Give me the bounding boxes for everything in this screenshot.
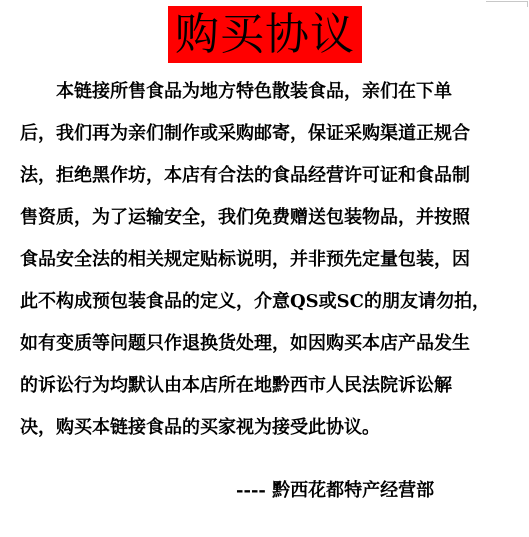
body-line: 的诉讼行为均默认由本店所在地黔西市人民法院诉讼解 xyxy=(20,375,452,396)
page-edge-line xyxy=(486,1,528,2)
document-title: 购买协议 xyxy=(175,8,355,60)
page-edge-line xyxy=(527,1,528,7)
body-line: 后，我们再为亲们制作或采购邮寄，保证采购渠道正规合 xyxy=(20,123,470,144)
body-line: 本链接所售食品为地方特色散装食品，亲们在下单 xyxy=(56,81,452,102)
agreement-body xyxy=(20,71,490,449)
body-line: 售资质，为了运输安全，我们免费赠送包装物品，并按照 xyxy=(20,207,470,228)
body-line: 食品安全法的相关规定贴标说明，并非预先定量包装，因 xyxy=(20,249,470,270)
title-highlight xyxy=(168,6,362,63)
body-line: 如有变质等问题只作退换货处理，如因购买本店产品发生 xyxy=(20,333,470,354)
body-line: 法，拒绝黑作坊，本店有合法的食品经营许可证和食品制 xyxy=(20,165,470,186)
signature-line: ---- 黔西花都特产经营部 xyxy=(236,480,435,501)
body-line: 决，购买本链接食品的买家视为接受此协议。 xyxy=(20,417,380,438)
body-line: 此不构成预包装食品的定义，介意QS或SC的朋友请勿拍， xyxy=(20,291,491,312)
